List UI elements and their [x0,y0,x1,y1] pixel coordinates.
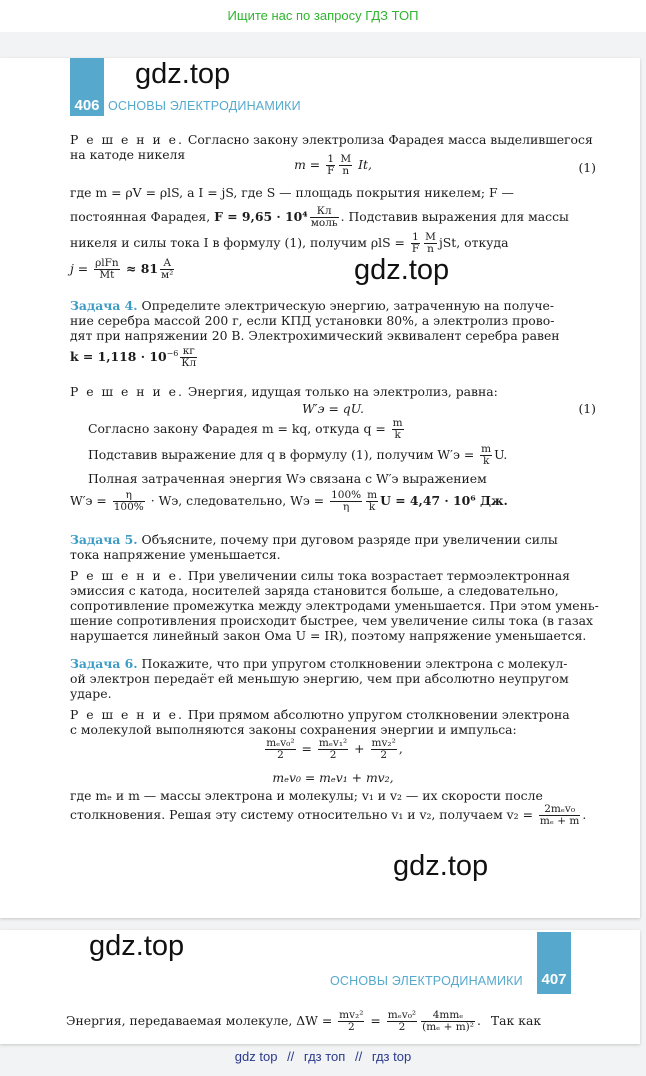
footer-link[interactable]: гдз top [371,1049,412,1064]
text-line: где m = ρV = ρlS, а I = jS, где S — площадь покрытия никелем; F — [70,185,514,200]
text-line: никеля и силы тока I в формулу (1), получим ρlS = $\frac{1}{F}$ $\frac{M}{n}$ jSt, откуда [70,231,509,255]
text-line: j = ρlFn Mt ≈ 81 А м² [70,257,174,281]
text-line: столкновения. Решая эту систему относительно v₁ и v₂, получаем v₂ = 2mₑv₀ mₑ + m . [70,803,587,827]
equation-number: (1) [578,160,596,175]
solution-line: Р е ш е н и е. Согласно закону электролиза Фарадея масса выделившегося [70,132,593,147]
top-banner [0,0,646,32]
footer-separator: // [287,1049,295,1064]
text-line: Энергия, передаваемая молекуле, ΔW = $\frac{\text{mv₂²}}{2}$ = mₑv₀² 2 4mmₑ (mₑ + m)² . Так как [66,1009,542,1033]
text-line: Подставив выражение для q в формулу (1), получим W′э = $\frac{m}{k}$ U. [88,443,508,467]
fraction: $\frac{1}{F}$ [411,231,420,255]
page-number: 406 [70,58,104,116]
solution-line: Р е ш е н и е. При прямом абсолютно упругом столкновении электрона [70,707,570,722]
book-page-407 [0,930,640,1044]
text-line: шение сопротивления происходит быстрее, чем увеличение силы тока (в газах [70,613,593,628]
watermark: gdz.top [354,254,450,286]
running-head: ОСНОВЫ ЭЛЕКТРОДИНАМИКИ [108,99,301,113]
text-line: на катоде никеля [70,147,186,162]
top-banner-text: Ищите нас по запросу ГДЗ ТОП [227,8,419,23]
fraction: ρlFn Mt [95,257,119,281]
task-4-line: Задача 4. Определите электрическую энергию, затраченную на получе- [70,298,555,313]
text-line: Согласно закону Фарадея m = kq, откуда q = $\frac{m}{k}$ [88,417,403,441]
text-line: W′э = $\frac{\eta}{100\%}$ · Wэ, следовательно, Wэ = $\frac{100\%}{\eta}$ $\frac{m}{k}$ U = 4,47 · 10⁶ Дж. [70,489,508,513]
fraction: $\frac{100\%}{\eta}$ [331,489,362,513]
fraction: $\frac{\eta}{100\%}$ [113,489,144,513]
watermark: gdz.top [393,850,489,882]
fraction: $\frac{1}{F}$ [327,153,335,177]
book-page-406 [0,58,640,918]
footer-link[interactable]: гдз топ [303,1049,346,1064]
footer-link[interactable]: gdz top [234,1049,278,1064]
formula-line: W′э = qU. (1) [302,401,596,416]
task-6-line: Задача 6. Покажите, что при упругом столкновении электрона с молекул- [70,656,568,671]
text-line: эмиссия с катода, носителей заряда становится больше, а следовательно, [70,583,559,598]
footer-links [0,1049,646,1064]
watermark: gdz.top [135,58,231,90]
fraction: mₑv₀² 2 [266,737,295,761]
text-line: ние серебра массой 200 г, если КПД установки 80%, а электролиз прово- [70,313,555,328]
fraction: $\frac{m}{k}$ [481,443,492,467]
formula-line: mₑv₀² 2 = mₑv₁² 2 + $\frac{\text{mv₂²}}{2}$ , [266,737,403,761]
fraction: 2mₑv₀ mₑ + m [539,803,580,827]
fraction: $\frac{\text{mv₂²}}{2}$ [371,737,396,761]
text-line: где mₑ и m — массы электрона и молекулы; v₁ и v₂ — их скорости после [70,788,543,803]
text-line: с молекулой выполняются законы сохранения энергии и импульса: [70,722,517,737]
fraction: mₑv₁² 2 [318,737,348,761]
fraction: mₑv₀² 2 [387,1009,417,1033]
running-head: ОСНОВЫ ЭЛЕКТРОДИНАМИКИ [330,974,523,988]
solution-line: Р е ш е н и е. Энергия, идущая только на электролиз, равна: [70,384,498,399]
equation-number: (1) [578,401,596,416]
text-line: ой электрон передаёт ей меньшую энергию, чем при абсолютно неупругом [70,671,569,686]
text-line: Полная затраченная энергия Wэ связана с W′э выражением [88,471,487,486]
fraction: Кл моль [310,205,338,229]
text-line: сопротивление промежутка между электродами уменьшается. При этом умень- [70,598,599,613]
watermark: gdz.top [89,930,185,962]
fraction: $\frac{\text{mv₂²}}{2}$ [339,1009,364,1033]
fraction: $\frac{M}{n}$ [340,153,352,177]
fraction: $\frac{m}{k}$ [392,417,403,441]
text-line: тока напряжение уменьшается. [70,547,281,562]
text-line: $k = 1,118 \cdot 10^{-6}$ кг Кл [70,345,197,370]
footer-separator: // [354,1049,363,1064]
fraction: 4mmₑ (mₑ + m)² [422,1009,474,1033]
text-line: ударе. [70,686,112,701]
solution-line: Р е ш е н и е. При увеличении силы тока возрастает термоэлектронная [70,568,570,583]
text-line: нарушается линейный закон Ома U = IR), поэтому напряжение уменьшается. [70,628,587,643]
fraction: кг Кл [181,345,197,370]
fraction: А м² [160,257,174,281]
page-number: 407 [537,932,571,994]
fraction: $\frac{M}{n}$ [425,231,436,255]
text-line: дят при напряжении 20 В. Электрохимический эквивалент серебра равен [70,328,560,343]
fraction: $\frac{m}{k}$ [367,489,378,513]
text-line: постоянная Фарадея, F = 9,65 · 10⁴ Кл моль . Подставив выражения для массы [70,205,569,229]
task-5-line: Задача 5. Объясните, почему при дуговом разряде при увеличении силы [70,532,558,547]
formula-line: m = $\frac{1}{F}$ $\frac{M}{n}$ It, (1) [294,153,596,177]
formula-line: mₑv₀ = mₑv₁ + mv₂, [272,770,394,785]
